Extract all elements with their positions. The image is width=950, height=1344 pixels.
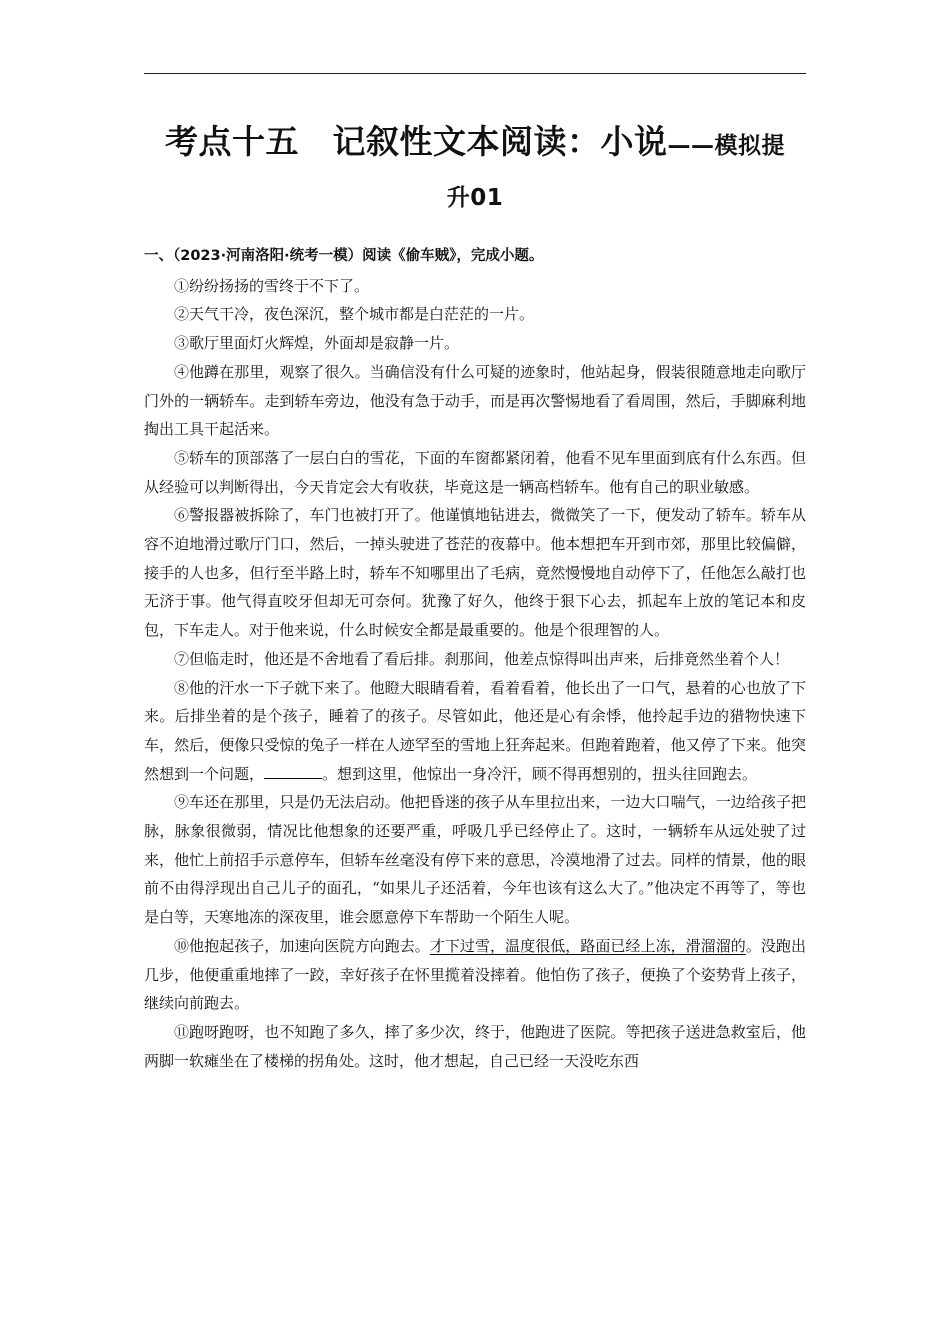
paragraph-10-text-a: ⑩他抱起孩子，加速向医院方向跑去。 xyxy=(174,936,430,955)
title-main: 考点十五 记叙性文本阅读：小说 xyxy=(165,122,668,161)
paragraph-10 xyxy=(144,932,806,1018)
paragraph-8-text-b: 。想到这里，他惊出一身冷汗，顾不得再想别的，扭头往回跑去。 xyxy=(322,764,758,783)
passage xyxy=(144,242,806,1075)
paragraph-6: ⑥警报器被拆除了，车门也被打开了。他谨慎地钻进去，微微笑了一下，便发动了轿车。轿车从容不迫地滑过歌厅门口，然后，一掉头驶进了苍茫的夜幕中。他本想把车开到市郊，那里比较偏僻，接手的人也多，但行至半路上时，轿车不知哪里出了毛病，竟然慢慢地自动停下了，任他怎么敲打也无济于事。他气得直咬牙但却无可奈何。犹豫了好久，他终于狠下心去，抓起车上放的笔记本和皮包，下车走人。对于他来说，什么时候安全都是最重要的。他是个很理智的人。 xyxy=(144,506,806,640)
paragraph-9: ⑨车还在那里，只是仍无法启动。他把昏迷的孩子从车里拉出来，一边大口喘气，一边给孩子把脉，脉象很微弱，情况比他想象的还要严重，呼吸几乎已经停止了。这时，一辆轿车从远处驶了过来，他忙上前招手示意停车，但轿车丝毫没有停下来的意思，冷漠地滑了过去。同样的情景，他的眼前不由得浮现出自己儿子的面孔，“如果儿子还活着，今年也该有这么大了。”他决定不再等了，等也是白等，天寒地冻的深夜里，谁会愿意停下车帮助一个陌生人呢。 xyxy=(144,793,806,927)
paragraph-11: ⑪跑呀跑呀，也不知跑了多久，摔了多少次，终于，他跑进了医院。等把孩子送进急救室后，他两脚一软瘫坐在了楼梯的拐角处。这时，他才想起，自己已经一天没吃东西 xyxy=(144,1022,806,1070)
paragraph-8 xyxy=(144,674,806,789)
title-dash: —— xyxy=(667,133,715,159)
fill-in-blank[interactable] xyxy=(264,762,322,779)
paragraph-5: ⑤轿车的顶部落了一层白白的雪花，下面的车窗都紧闭着，他看不见车里面到底有什么东西。但从经验可以判断得出，今天肯定会大有收获，毕竟这是一辆高档轿车。他有自己的职业敏感。 xyxy=(144,448,806,496)
paragraph-10-text-b: 。没跑出几步，他便重重地摔了一跤，幸好孩子在怀里揽着没摔着。他怕伤了孩子，便换了个姿势背上孩子，继续向前跑去。 xyxy=(144,936,806,1013)
paragraph-7: ⑦但临走时，他还是不舍地看了看后排。刹那间，他差点惊得叫出声来，后排竟然坐着个人！ xyxy=(174,649,790,668)
title-line-2: 升01 xyxy=(446,185,504,211)
underlined-sentence: 才下过雪，温度很低，路面已经上冻，滑溜溜的 xyxy=(429,936,746,955)
title-suffix: 模拟提 xyxy=(714,133,785,159)
question-heading: 一、（2023·河南洛阳·统考一模）阅读《偷车贼》，完成小题。 xyxy=(144,248,544,264)
page-title xyxy=(144,116,806,224)
paragraph-4: ④他蹲在那里，观察了很久。当确信没有什么可疑的迹象时，他站起身，假装很随意地走向歌厅门外的一辆轿车。走到轿车旁边，他没有急于动手，而是再次警惕地看了看周围，然后，手脚麻利地掏出工具干起活来。 xyxy=(144,362,806,439)
header-rule xyxy=(144,73,806,74)
paragraph-8-text-a: ⑧他的汗水一下子就下来了。他瞪大眼睛看着，看着看着，他长出了一口气，悬着的心也放了下来。后排坐着的是个孩子，睡着了的孩子。尽管如此，他还是心有余悸，他拎起手边的猎物快速下车，然后，便像只受惊的兔子一样在人迹罕至的雪地上狂奔起来。但跑着跑着，他又停了下来。他突然想到一个问题， xyxy=(144,678,806,783)
title-line-1 xyxy=(144,116,806,172)
paragraph-2: ②天气干冷，夜色深沉，整个城市都是白茫茫的一片。 xyxy=(174,305,535,324)
paragraph-3: ③歌厅里面灯火辉煌，外面却是寂静一片。 xyxy=(174,334,460,353)
paragraph-1: ①纷纷扬扬的雪终于不下了。 xyxy=(174,276,370,295)
